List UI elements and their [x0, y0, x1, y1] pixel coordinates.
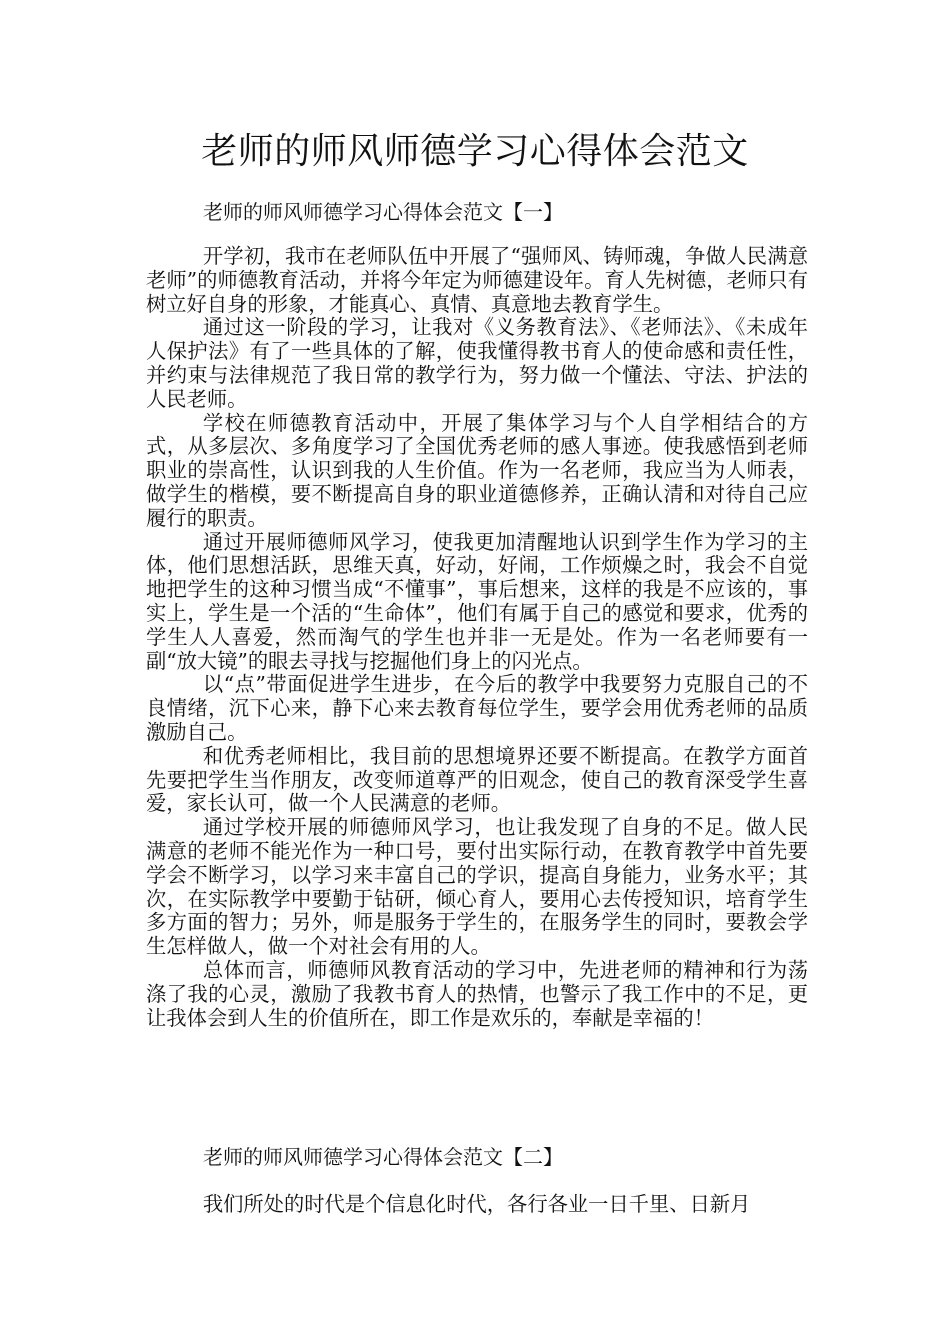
paragraph: 通过开展师德师风学习，使我更加清醒地认识到学生作为学习的主体，他们思想活跃，思维天真，好动，好闹，工作烦燥之时，我会不自觉地把学生的这种习惯当成“不懂事”，事后想来，这样的我是不应该的，事实上，学生是一个活的“生命体”，他们有属于自己的感觉和要求，优秀的学生人人喜爱，然而淘气的学生也并非一无是处。作为一名老师要有一副“放大镜”的眼去寻找与挖掘他们身上的闪光点。 [146, 529, 808, 673]
section-2-body [146, 1193, 808, 1217]
paragraph: 总体而言，师德师风教育活动的学习中，先进老师的精神和行为荡涤了我的心灵，激励了我教书育人的热情，也警示了我工作中的不足，更让我体会到人生的价值所在，即工作是欢乐的，奉献是幸福的！ [146, 957, 808, 1030]
paragraph: 我们所处的时代是个信息化时代，各行各业一日千里、日新月 [202, 1192, 751, 1216]
section-heading-2: 老师的师风师德学习心得体会范文【二】 [203, 1145, 563, 1169]
paragraph: 开学初，我市在老师队伍中开展了“强师风、铸师魂，争做人民满意老师”的师德教育活动，并将今年定为师德建设年。育人先树德，老师只有树立好自身的形象，才能真心、真情、真意地去教育学生。 [146, 244, 808, 316]
document-title: 老师的师风师德学习心得体会范文 [201, 131, 749, 172]
paragraph: 以“点”带面促进学生进步，在今后的教学中我要努力克服自己的不良情绪，沉下心来，静下心来去教育每位学生，要学会用优秀老师的品质激励自己。 [146, 672, 808, 744]
paragraph: 学校在师德教育活动中，开展了集体学习与个人自学相结合的方式，从多层次、多角度学习了全国优秀老师的感人事迹。使我感悟到老师职业的崇高性，认识到我的人生价值。作为一名老师，我应当为人师表，做学生的楷模，要不断提高自身的职业道德修养，正确认清和对待自己应履行的职责。 [146, 410, 808, 530]
section-1-body [146, 245, 808, 1030]
paragraph: 和优秀老师相比，我目前的思想境界还要不断提高。在教学方面首先要把学生当作朋友，改变师道尊严的旧观念，使自己的教育深受学生喜爱，家长认可，做一个人民满意的老师。 [146, 743, 808, 816]
section-heading-1: 老师的师风师德学习心得体会范文【一】 [203, 200, 563, 224]
paragraph: 通过这一阶段的学习，让我对《义务教育法》、《老师法》、《未成年人保护法》有了一些具体的了解，使我懂得教书育人的使命感和责任性，并约束与法律规范了我日常的教学行为，努力做一个懂法、守法、护法的人民老师。 [146, 315, 808, 411]
paragraph: 通过学校开展的师德师风学习，也让我发现了自身的不足。做人民满意的老师不能光作为一种口号，要付出实际行动，在教育教学中首先要学会不断学习，以学习来丰富自己的学识，提高自身能力，业务水平；其次，在实际教学中要勤于钻研，倾心育人，要用心去传授知识，培育学生多方面的智力；另外，师是服务于学生的，在服务学生的同时，要教会学生怎样做人，做一个对社会有用的人。 [146, 815, 808, 959]
